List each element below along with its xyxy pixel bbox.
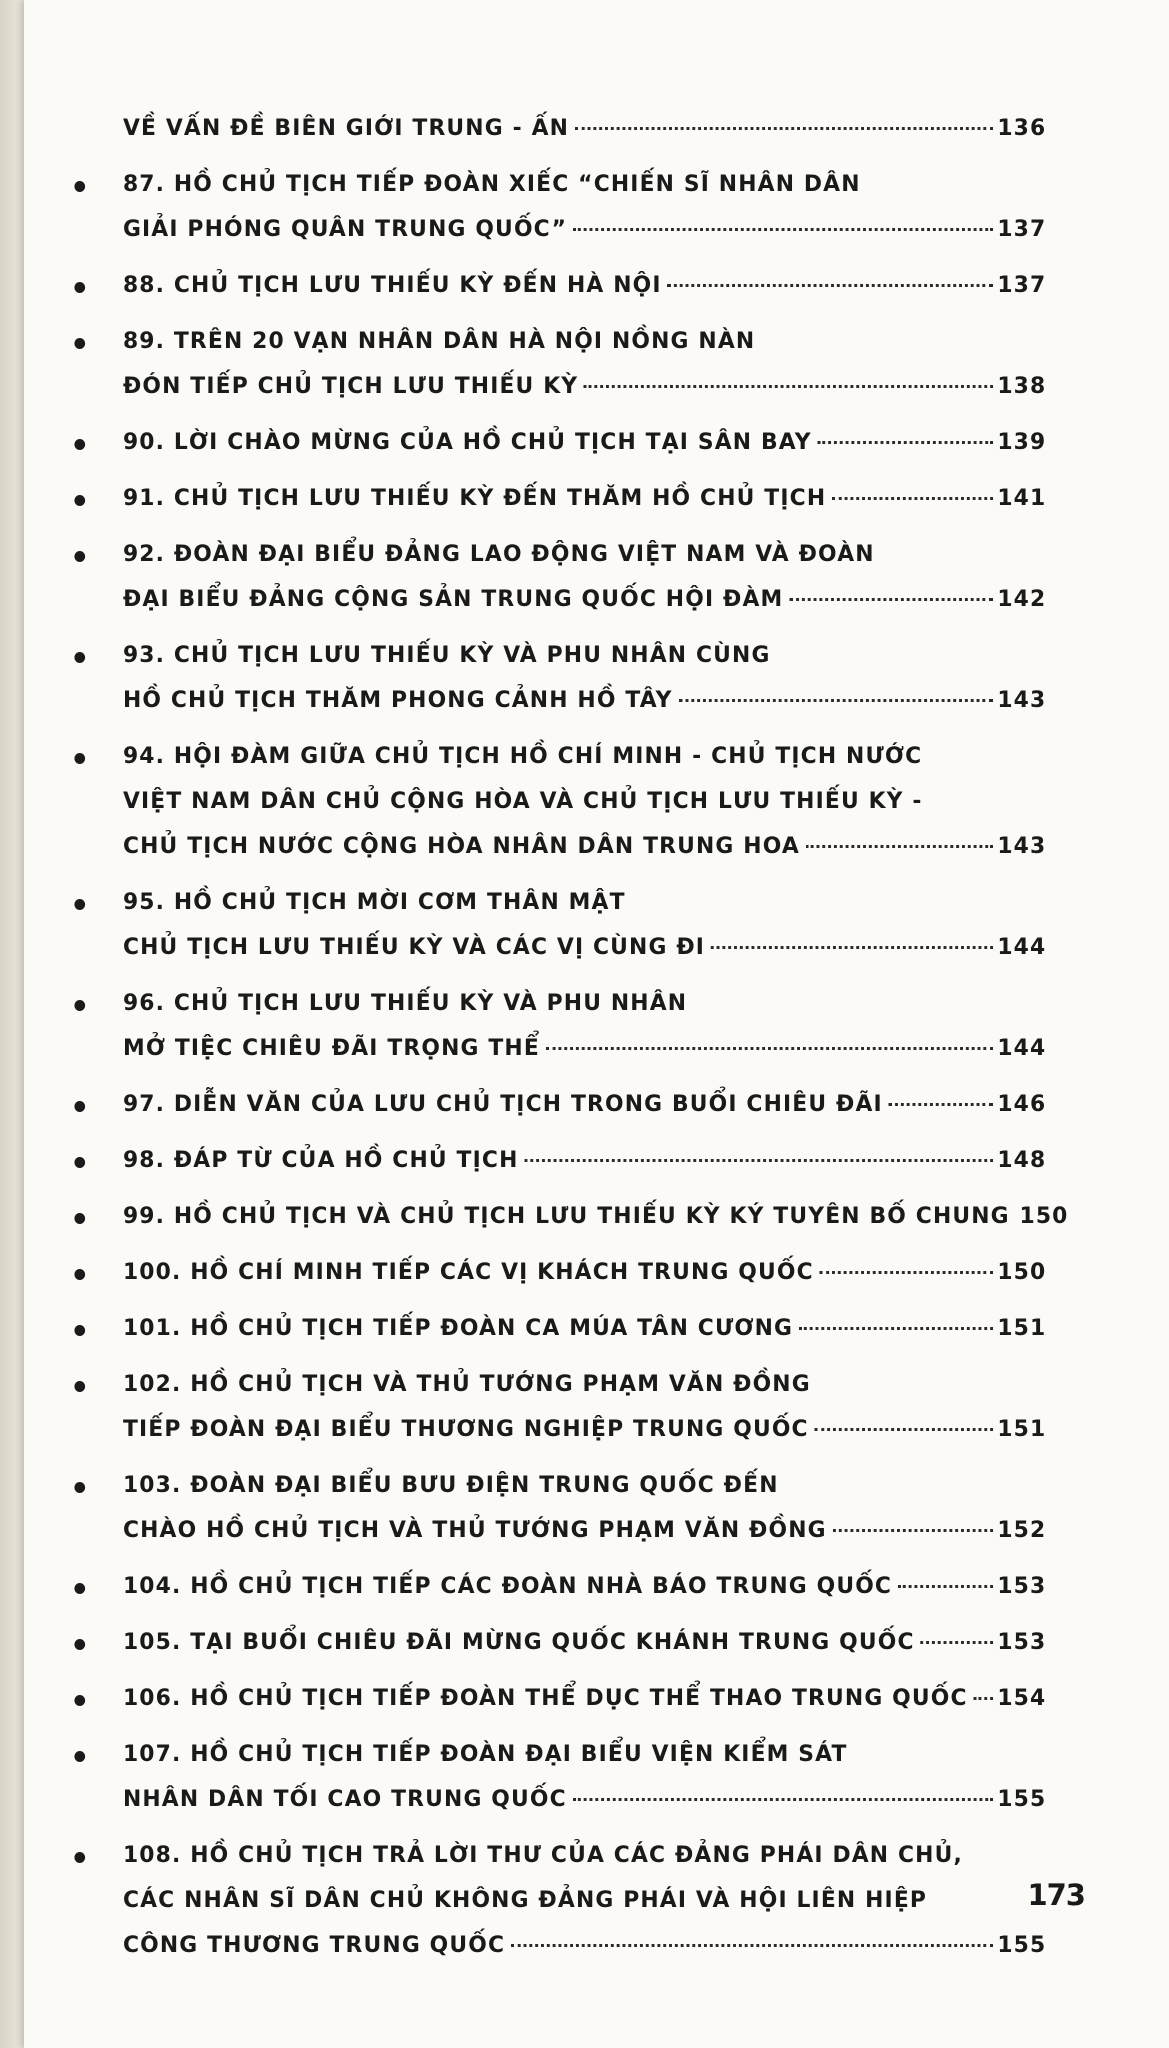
dot-leader — [806, 845, 994, 848]
toc-page-number: 155 — [997, 1786, 1047, 1812]
bullet-icon — [74, 439, 85, 450]
toc-entry-text: 92. ĐOÀN ĐẠI BIỂU ĐẢNG LAO ĐỘNG VIỆT NAM VÀ ĐOÀN — [122, 541, 875, 567]
toc-entry — [24, 981, 1046, 1071]
toc-entry-text: 96. CHỦ TỊCH LƯU THIẾU KỲ VÀ PHU NHÂN — [122, 990, 688, 1016]
toc-entry-text: NHÂN DÂN TỐI CAO TRUNG QUỐC — [122, 1786, 567, 1812]
book-page — [24, 0, 1169, 2048]
toc-entry-text: 105. TẠI BUỔI CHIÊU ĐÃI MỪNG QUỐC KHÁNH TRUNG QUỐC — [122, 1629, 915, 1655]
toc-entry-last-line — [123, 1026, 1046, 1071]
dot-leader — [833, 1529, 994, 1532]
toc-entry — [24, 263, 1046, 308]
dot-leader — [524, 1159, 993, 1162]
toc-page-number: 144 — [997, 934, 1047, 960]
toc-entry-last-line — [123, 577, 1046, 622]
page-number: 173 — [1027, 1878, 1085, 1912]
dot-leader — [711, 946, 994, 949]
dot-leader — [898, 1585, 993, 1588]
bullet-icon — [74, 338, 85, 349]
toc-entry-text: 99. HỒ CHỦ TỊCH VÀ CHỦ TỊCH LƯU THIẾU KỲ KÝ TUYÊN BỐ CHUNG — [122, 1203, 1010, 1229]
toc-entry-text: 101. HỒ CHỦ TỊCH TIẾP ĐOÀN CA MÚA TÂN CƯƠNG — [122, 1315, 794, 1341]
dot-leader — [820, 1271, 994, 1274]
bullet-icon — [74, 753, 85, 764]
toc-page-number: 144 — [997, 1035, 1047, 1061]
toc-page-number: 138 — [997, 373, 1047, 399]
toc-entry-text: TIẾP ĐOÀN ĐẠI BIỂU THƯƠNG NGHIỆP TRUNG QUỐC — [122, 1416, 809, 1442]
bullet-icon — [74, 1751, 85, 1762]
toc-entry-text: 100. HỒ CHÍ MINH TIẾP CÁC VỊ KHÁCH TRUNG QUỐC — [122, 1259, 814, 1285]
toc-entry-text: 106. HỒ CHỦ TỊCH TIẾP ĐOÀN THỂ DỤC THỂ THAO TRUNG QUỐC — [122, 1685, 968, 1711]
dot-leader — [832, 497, 993, 500]
toc-entry — [24, 1306, 1046, 1351]
toc-entry — [24, 106, 1046, 151]
dot-leader — [889, 1103, 994, 1106]
toc-entry-last-line — [123, 1777, 1046, 1822]
bullet-icon — [74, 1325, 85, 1336]
dot-leader — [573, 1798, 994, 1801]
toc-page-number: 153 — [997, 1573, 1047, 1599]
dot-leader — [818, 441, 994, 444]
toc-entry-text: CHỦ TỊCH NƯỚC CỘNG HÒA NHÂN DÂN TRUNG HOA — [122, 833, 800, 859]
toc-page-number: 153 — [997, 1629, 1047, 1655]
toc-entry-text: 103. ĐOÀN ĐẠI BIỂU BƯU ĐIỆN TRUNG QUỐC ĐẾN — [122, 1472, 779, 1498]
table-of-contents — [24, 106, 1169, 1979]
toc-entry-last-line — [123, 1306, 1046, 1351]
bullet-icon — [74, 282, 85, 293]
toc-entry-text: 107. HỒ CHỦ TỊCH TIẾP ĐOÀN ĐẠI BIỂU VIỆN KIỂM SÁT — [122, 1741, 848, 1767]
toc-entry-text: 98. ĐÁP TỪ CỦA HỒ CHỦ TỊCH — [122, 1147, 519, 1173]
bullet-icon — [74, 1213, 85, 1224]
toc-entry-text: HỒ CHỦ TỊCH THĂM PHONG CẢNH HỒ TÂY — [122, 687, 673, 713]
toc-entry — [24, 1676, 1046, 1721]
toc-entry-last-line — [123, 1508, 1046, 1553]
toc-entry — [24, 1620, 1046, 1665]
toc-entry-last-line — [123, 1250, 1046, 1295]
toc-entry — [24, 1463, 1046, 1553]
toc-entry — [24, 1732, 1046, 1822]
toc-entry-text: 89. TRÊN 20 VẠN NHÂN DÂN HÀ NỘI NỒNG NÀN — [122, 328, 756, 354]
toc-entry-last-line — [123, 678, 1046, 723]
toc-entry — [24, 1362, 1046, 1452]
toc-entry — [24, 1833, 1046, 1968]
bullet-icon — [74, 1695, 85, 1706]
bullet-icon — [74, 495, 85, 506]
toc-entry-text: 97. DIỄN VĂN CỦA LƯU CHỦ TỊCH TRONG BUỔI CHIÊU ĐÃI — [122, 1091, 883, 1117]
bullet-icon — [74, 899, 85, 910]
toc-page-number: 137 — [997, 216, 1047, 242]
dot-leader — [920, 1641, 993, 1644]
toc-page-number: 150 — [1019, 1203, 1069, 1229]
toc-entry-last-line — [123, 476, 1046, 521]
dot-leader — [667, 284, 993, 287]
dot-leader — [511, 1944, 993, 1947]
bullet-icon — [74, 1482, 85, 1493]
toc-entry-text: VIỆT NAM DÂN CHỦ CỘNG HÒA VÀ CHỦ TỊCH LƯU THIẾU KỲ - — [122, 788, 923, 814]
toc-entry-last-line — [123, 1923, 1046, 1968]
toc-page-number: 143 — [997, 687, 1047, 713]
toc-entry — [24, 1082, 1046, 1127]
bullet-icon — [74, 1000, 85, 1011]
toc-entry — [24, 1250, 1046, 1295]
toc-entry-text: CÔNG THƯƠNG TRUNG QUỐC — [122, 1932, 506, 1958]
toc-entry-text: VỀ VẤN ĐỀ BIÊN GIỚI TRUNG - ẤN — [122, 115, 570, 141]
bullet-icon — [74, 1101, 85, 1112]
toc-entry — [24, 319, 1046, 409]
toc-entry-text: ĐẠI BIỂU ĐẢNG CỘNG SẢN TRUNG QUỐC HỘI ĐÀM — [122, 586, 784, 612]
dot-leader — [789, 598, 993, 601]
toc-page-number: 141 — [997, 485, 1047, 511]
toc-entry-text: 93. CHỦ TỊCH LƯU THIẾU KỲ VÀ PHU NHÂN CÙNG — [122, 642, 771, 668]
dot-leader — [678, 699, 993, 702]
toc-page-number: 142 — [997, 586, 1047, 612]
bullet-icon — [74, 1852, 85, 1863]
toc-entry — [24, 1138, 1046, 1183]
bullet-icon — [74, 551, 85, 562]
toc-entry-text: 94. HỘI ĐÀM GIỮA CHỦ TỊCH HỒ CHÍ MINH - CHỦ TỊCH NƯỚC — [122, 743, 923, 769]
dot-leader — [974, 1697, 994, 1700]
toc-page-number: 139 — [997, 429, 1047, 455]
toc-entry-text: MỞ TIỆC CHIÊU ĐÃI TRỌNG THỂ — [122, 1035, 540, 1061]
toc-entry-last-line — [123, 1620, 1046, 1665]
toc-entry-last-line — [123, 207, 1046, 252]
bullet-icon — [74, 652, 85, 663]
toc-page-number: 154 — [997, 1685, 1047, 1711]
toc-page-number: 136 — [997, 115, 1047, 141]
toc-entry-last-line — [122, 1194, 1069, 1239]
toc-entry-text: 102. HỒ CHỦ TỊCH VÀ THỦ TƯỚNG PHẠM VĂN ĐỒNG — [122, 1371, 811, 1397]
toc-entry — [24, 162, 1046, 252]
toc-entry-text: 104. HỒ CHỦ TỊCH TIẾP CÁC ĐOÀN NHÀ BÁO TRUNG QUỐC — [122, 1573, 893, 1599]
toc-entry-last-line — [123, 824, 1046, 869]
dot-leader — [575, 127, 994, 130]
toc-entry-last-line — [123, 263, 1046, 308]
toc-entry — [24, 476, 1046, 521]
toc-entry-text: CHỦ TỊCH LƯU THIẾU KỲ VÀ CÁC VỊ CÙNG ĐI — [122, 934, 706, 960]
toc-page-number: 151 — [997, 1315, 1047, 1341]
bullet-icon — [74, 181, 85, 192]
toc-entry — [24, 1194, 1069, 1239]
toc-entry-text: 87. HỒ CHỦ TỊCH TIẾP ĐOÀN XIẾC “CHIẾN SĨ NHÂN DÂN — [122, 171, 861, 197]
bullet-icon — [74, 1269, 85, 1280]
toc-page-number: 150 — [997, 1259, 1047, 1285]
toc-entry — [24, 880, 1046, 970]
toc-entry-last-line — [123, 1082, 1046, 1127]
toc-entry-last-line — [123, 1564, 1046, 1609]
bullet-icon — [74, 1157, 85, 1168]
dot-leader — [799, 1327, 994, 1330]
toc-page-number: 151 — [997, 1416, 1047, 1442]
toc-page-number: 137 — [997, 272, 1047, 298]
toc-page-number: 143 — [997, 833, 1047, 859]
toc-entry-last-line — [123, 1407, 1046, 1452]
bullet-icon — [74, 1381, 85, 1392]
toc-entry — [24, 633, 1046, 723]
toc-entry-text: 90. LỜI CHÀO MỪNG CỦA HỒ CHỦ TỊCH TẠI SÂN BAY — [122, 429, 812, 455]
toc-entry-last-line — [123, 925, 1046, 970]
dot-leader — [546, 1047, 994, 1050]
toc-entry-text: CÁC NHÂN SĨ DÂN CHỦ KHÔNG ĐẢNG PHÁI VÀ HỘI LIÊN HIỆP — [122, 1887, 928, 1913]
toc-entry-text: 91. CHỦ TỊCH LƯU THIẾU KỲ ĐẾN THĂM HỒ CHỦ TỊCH — [122, 485, 827, 511]
toc-entry-text: 95. HỒ CHỦ TỊCH MỜI CƠM THÂN MẬT — [122, 889, 626, 915]
toc-entry-text: CHÀO HỒ CHỦ TỊCH VÀ THỦ TƯỚNG PHẠM VĂN ĐỒNG — [122, 1517, 827, 1543]
dot-leader — [815, 1428, 994, 1431]
page-edge — [0, 0, 24, 2048]
bullet-icon — [74, 1583, 85, 1594]
toc-page-number: 146 — [997, 1091, 1047, 1117]
dot-leader — [584, 385, 993, 388]
toc-page-number: 152 — [997, 1517, 1047, 1543]
toc-entry — [24, 420, 1046, 465]
toc-entry-text: ĐÓN TIẾP CHỦ TỊCH LƯU THIẾU KỲ — [122, 373, 579, 399]
toc-entry — [24, 1564, 1046, 1609]
toc-entry-last-line — [123, 364, 1046, 409]
dot-leader — [573, 228, 993, 231]
toc-entry-last-line — [123, 106, 1046, 151]
toc-entry — [24, 532, 1046, 622]
toc-entry-last-line — [123, 1676, 1046, 1721]
toc-page-number: 155 — [997, 1932, 1047, 1958]
toc-entry-last-line — [123, 420, 1046, 465]
toc-entry-last-line — [123, 1138, 1046, 1183]
toc-entry-text: 88. CHỦ TỊCH LƯU THIẾU KỲ ĐẾN HÀ NỘI — [122, 272, 662, 298]
bullet-icon — [74, 1639, 85, 1650]
toc-entry-text: GIẢI PHÓNG QUÂN TRUNG QUỐC” — [122, 216, 568, 242]
toc-entry — [24, 734, 1046, 869]
toc-page-number: 148 — [997, 1147, 1047, 1173]
toc-entry-text: 108. HỒ CHỦ TỊCH TRẢ LỜI THƯ CỦA CÁC ĐẢNG PHÁI DÂN CHỦ, — [122, 1842, 963, 1868]
